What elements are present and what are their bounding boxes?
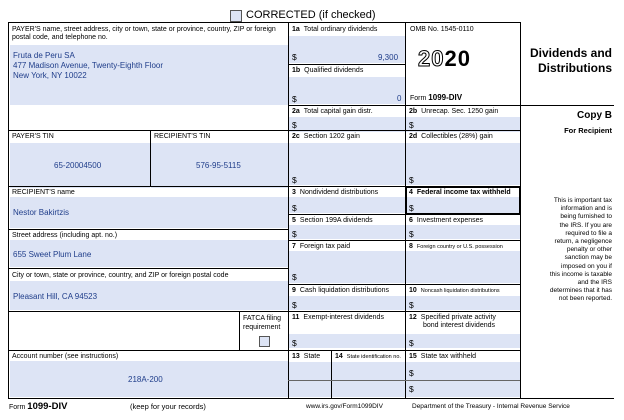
box-2d-bg[interactable] xyxy=(406,143,520,185)
street-value: 655 Sweet Plum Lane xyxy=(13,250,92,259)
box-2b-label: 2b Unrecap. Sec. 1250 gain xyxy=(409,108,499,115)
important-notice: This is important tax information and is being furnished to the IRS. If you are required to file a return, a negligence penalty or other sanction may be imposed on you if this income is taxable and the IRS determines that it has not been reported. xyxy=(549,197,612,303)
tax-year: 2020 xyxy=(418,46,471,71)
box-9-dollar: $ xyxy=(292,300,297,310)
box-1b-label: 1b Qualified dividends xyxy=(292,67,364,74)
fatca-label-line2: requirement xyxy=(243,324,281,331)
box-9-bg[interactable] xyxy=(289,296,405,310)
box-12-label: 12 Specified private activity xyxy=(409,314,496,321)
box-1b-bg[interactable] xyxy=(289,77,405,104)
payer-tin-label: PAYER'S TIN xyxy=(12,133,54,140)
box-7-label: 7 Foreign tax paid xyxy=(292,243,351,250)
box-5-label: 5 Section 199A dividends xyxy=(292,217,373,224)
fatca-checkbox[interactable] xyxy=(259,336,270,347)
street-label: Street address (including apt. no.) xyxy=(12,232,118,239)
footer-url[interactable]: www.irs.gov/Form1099DIV xyxy=(306,403,383,410)
box-4-dollar: $ xyxy=(409,203,414,213)
box-5-bg[interactable] xyxy=(289,225,405,239)
box-2c-bg[interactable] xyxy=(289,143,405,185)
city-label: City or town, state or province, country, and ZIP or foreign postal code xyxy=(12,272,229,279)
box-7-dollar: $ xyxy=(292,272,297,282)
box-1a-label: 1a Total ordinary dividends xyxy=(292,26,378,33)
footer-keep: (keep for your records) xyxy=(130,402,206,411)
copy-sub: For Recipient xyxy=(564,126,612,135)
city-value: Pleasant Hill, CA 94523 xyxy=(13,292,98,301)
account-value: 218A-200 xyxy=(128,375,163,384)
box-3-dollar: $ xyxy=(292,203,297,213)
fatca-label-line1: FATCA filing xyxy=(243,315,281,322)
recipient-tin-value: 576-95-5115 xyxy=(196,161,241,170)
payer-tin-value: 65-20004500 xyxy=(54,161,102,170)
box-1b-dollar: $ xyxy=(292,94,297,104)
payer-label: PAYER'S name, street address, city or town, state or province, country, ZIP or foreign postal code, and telephone no. xyxy=(12,26,276,41)
account-label: Account number (see instructions) xyxy=(12,353,119,360)
form-title: Dividends and Distributions xyxy=(529,46,612,75)
box-11-bg[interactable] xyxy=(289,334,405,348)
copy-name: Copy B xyxy=(577,110,612,121)
corrected-checkbox[interactable] xyxy=(230,10,242,22)
box-12-dollar: $ xyxy=(409,338,414,348)
box-2d-dollar: $ xyxy=(409,175,414,185)
box-15-dollar-2: $ xyxy=(409,384,414,394)
omb-label: OMB No. 1545-0110 xyxy=(410,26,474,33)
box-1b-value: 0 xyxy=(397,94,402,103)
form-id-top: Form 1099-DIV xyxy=(410,93,463,102)
box-8-label: 8 Foreign country or U.S. possession xyxy=(409,243,503,250)
corrected-label: CORRECTED (if checked) xyxy=(246,9,376,21)
box-5-dollar: $ xyxy=(292,229,297,239)
recipient-name-label: RECIPIENT'S name xyxy=(12,189,75,196)
box-15-label: 15 State tax withheld xyxy=(409,353,477,360)
payer-name: Fruta de Peru SA xyxy=(13,51,75,60)
box-2b-dollar: $ xyxy=(409,120,414,130)
box-1a-dollar: $ xyxy=(292,52,297,62)
box-15-dollar-1: $ xyxy=(409,368,414,378)
box-2a-dollar: $ xyxy=(292,120,297,130)
box-2c-label: 2c Section 1202 gain xyxy=(292,133,360,140)
box-3-label: 3 Nondividend distributions xyxy=(292,189,379,196)
box-13-label: 13 State xyxy=(292,353,321,360)
box-12-label-line2: bond interest dividends xyxy=(423,322,495,329)
box-6-label: 6 Investment expenses xyxy=(409,217,484,224)
payer-address: 477 Madison Avenue, Twenty-Eighth Floor xyxy=(13,61,164,70)
box-12-bg[interactable] xyxy=(406,334,520,348)
box-10-dollar: $ xyxy=(409,300,414,310)
recipient-name-value: Nestor Bakirtzis xyxy=(13,208,70,217)
footer-dept: Department of the Treasury - Internal Revenue Service xyxy=(412,403,570,410)
box-1a-value: 9,300 xyxy=(378,53,399,62)
box-6-bg[interactable] xyxy=(406,225,520,239)
box-8-bg[interactable] xyxy=(406,251,520,283)
box-11-dollar: $ xyxy=(292,338,297,348)
box-14-label: 14 State identification no. xyxy=(335,353,401,360)
footer-form-id: Form 1099-DIV xyxy=(9,401,68,412)
box-11-label: 11 Exempt-interest dividends xyxy=(292,314,384,321)
box-6-dollar: $ xyxy=(409,229,414,239)
box-2a-label: 2a Total capital gain distr. xyxy=(292,108,373,115)
box-4-label: 4 Federal income tax withheld xyxy=(409,189,511,196)
recipient-tin-label: RECIPIENT'S TIN xyxy=(154,133,211,140)
box-9-label: 9 Cash liquidation distributions xyxy=(292,287,390,294)
box-2c-dollar: $ xyxy=(292,175,297,185)
box-3-bg[interactable] xyxy=(289,197,405,213)
box-2d-label: 2d Collectibles (28%) gain xyxy=(409,133,493,140)
payer-city: New York, NY 10022 xyxy=(13,71,87,80)
box-10-label: 10 Noncash liquidation distributions xyxy=(409,287,500,294)
box-10-bg[interactable] xyxy=(406,296,520,310)
box-7-bg[interactable] xyxy=(289,251,405,283)
